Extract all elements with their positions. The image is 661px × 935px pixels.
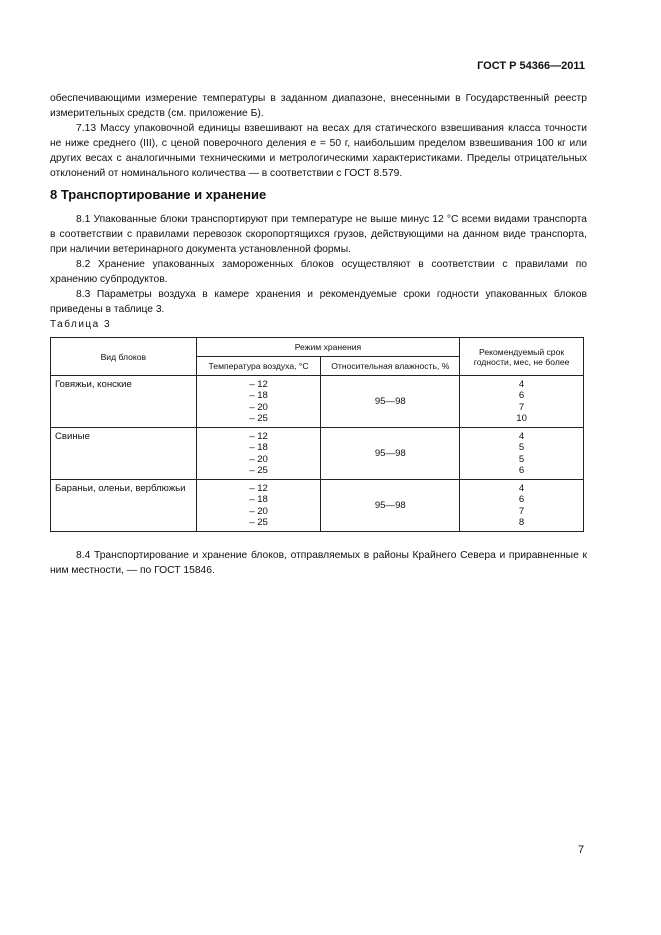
section-title: 8 Транспортирование и хранение <box>50 187 267 202</box>
row-kind: Бараньи, оленьи, верблюжьи <box>51 480 197 532</box>
header-shelf-life: Рекомендуемый срок годности, мес, не более <box>460 338 584 376</box>
header-storage-mode: Режим хранения <box>196 338 459 357</box>
paragraph-continuation: обеспечивающими измерение температуры в заданном диапазоне, внесенными в Государственный реестр измерительных средств (см. приложение Б). <box>50 93 587 119</box>
table-label: Таблица 3 <box>50 319 112 330</box>
paragraph-8-2: 8.2 Хранение упакованных замороженных блоков осуществляют в соответствии с правилами по хранению субпродуктов. <box>50 259 587 285</box>
paragraph-7-13: 7.13 Массу упаковочной единицы взвешивают на весах для статического взвешивания класса точности не ниже среднего (III), с ценой поверочного деления e = 50 г, наибольшим пределом взвешивания 100 кг или других весах с аналогичными техническими и метрологическими характеристиками. Пределы отрицательных отклонений от номинального количества — в соответствии с ГОСТ 8.579. <box>50 123 587 179</box>
paragraph-8-4: 8.4 Транспортирование и хранение блоков, отправляемых в районы Крайнего Севера и приравненные к ним местности, — по ГОСТ 15846. <box>50 550 587 576</box>
storage-table <box>50 337 584 532</box>
row-humidity: 95—98 <box>321 428 460 480</box>
row-humidity: 95—98 <box>321 480 460 532</box>
row-temperatures: – 12 – 18 – 20 – 25 <box>196 480 321 532</box>
header-kind: Вид блоков <box>51 338 197 376</box>
row-shelf-life: 4 5 5 6 <box>460 428 584 480</box>
paragraph-8-3: 8.3 Параметры воздуха в камере хранения и рекомендуемые сроки годности упакованных блоков приведены в таблице 3. <box>50 289 587 315</box>
row-temperatures: – 12 – 18 – 20 – 25 <box>196 428 321 480</box>
page-number: 7 <box>578 844 585 856</box>
row-temperatures: – 12 – 18 – 20 – 25 <box>196 376 321 428</box>
document-id: ГОСТ Р 54366—2011 <box>477 60 585 72</box>
row-kind: Свиные <box>51 428 197 480</box>
row-shelf-life: 4 6 7 10 <box>460 376 584 428</box>
table-row <box>51 376 584 428</box>
row-humidity: 95—98 <box>321 376 460 428</box>
row-kind: Говяжьи, конские <box>51 376 197 428</box>
table-row <box>51 480 584 532</box>
header-temperature: Температура воздуха, °С <box>196 357 321 376</box>
paragraph-8-1: 8.1 Упакованные блоки транспортируют при температуре не выше минус 12 °С всеми видами транспорта в соответствии с правилами перевозок скоропортящихся грузов, действующими на данном виде транспорта, при наличии ветеринарного документа установленной формы. <box>50 214 587 255</box>
header-humidity: Относительная влажность, % <box>321 357 460 376</box>
table-row <box>51 428 584 480</box>
row-shelf-life: 4 6 7 8 <box>460 480 584 532</box>
